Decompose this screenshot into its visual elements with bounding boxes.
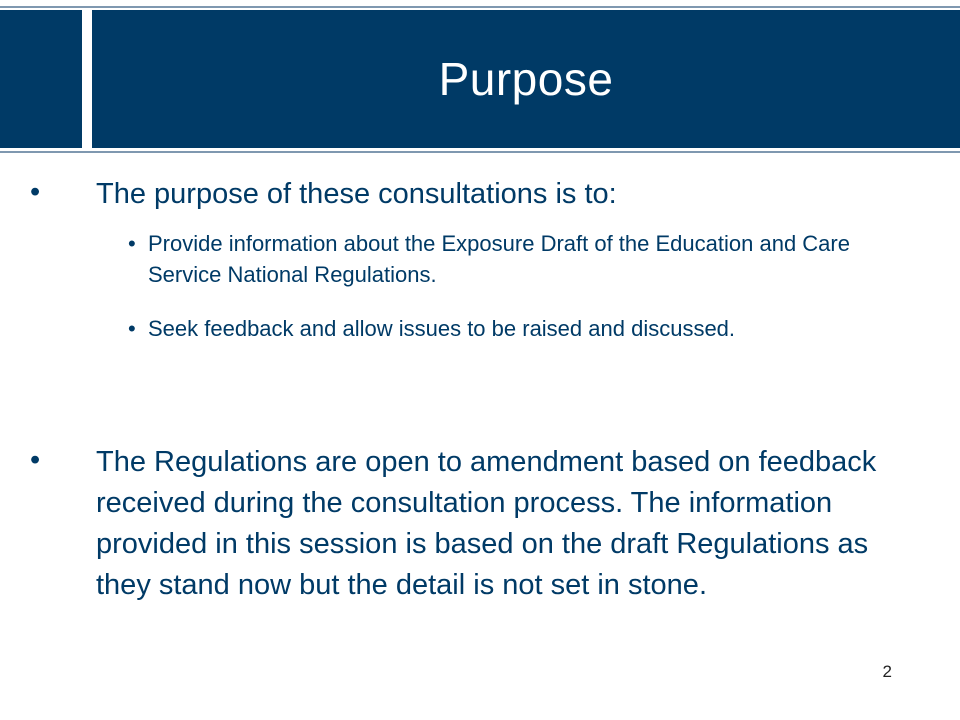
page-number: 2 <box>882 662 892 681</box>
slide-title: Purpose <box>438 53 614 105</box>
banner-left-block <box>0 10 82 148</box>
sub-bullet-text: Seek feedback and allow issues to be raised and discussed. <box>148 316 736 341</box>
header-bottom-rule <box>0 151 960 153</box>
bullet-marker: • <box>30 444 41 476</box>
bullet-text-level1: The Regulations are open to amendment based on feedback received during the consultation process. The information provided in this session is based on the draft Regulations as they stand now but the detail is not set in stone. <box>96 446 877 601</box>
sub-bullet-marker: • <box>128 316 136 341</box>
banner-divider <box>82 10 92 148</box>
bullet-marker: • <box>30 176 41 208</box>
sub-bullet-text: Provide information about the Exposure Draft of the Education and Care Service National Regulations. <box>148 231 850 287</box>
header-top-rule <box>0 6 960 8</box>
sub-bullet-marker: • <box>128 231 136 256</box>
bullet-text-level1: The purpose of these consultations is to: <box>96 178 617 210</box>
